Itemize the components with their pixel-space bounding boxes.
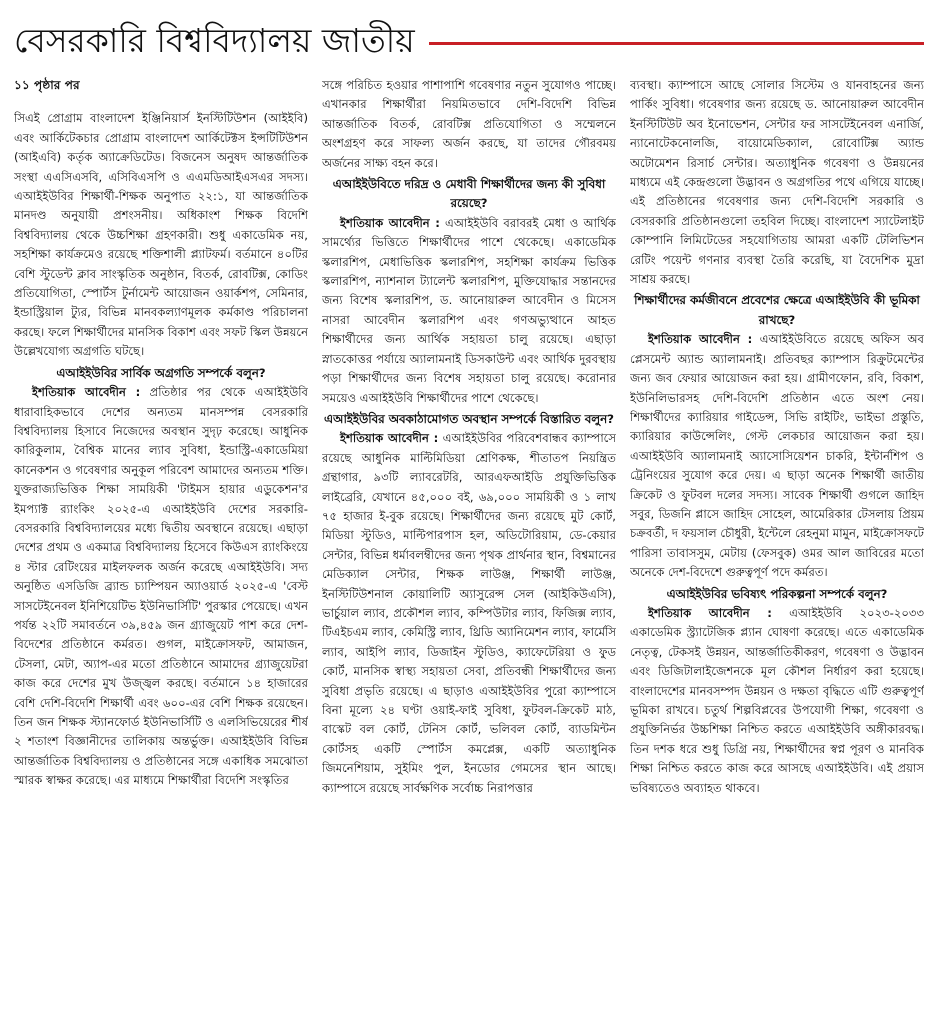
answer-text: প্রতিষ্ঠার পর থেকে এআইইউবি ধারাবাহিকভাবে দেশের অন্যতম মানসম্পন্ন বেসরকারি বিশ্ববিদ্যালয় হিসাবে নিজেদের অবস্থান সুদৃঢ় করেছে। আধুনিক কারিকুলাম, বৈশ্বিক মানের ল্যাব সুবিধা, ইন্ডাস্ট্রি-একাডেমিয়া কানেকশন ও গবেষণার অনুকূল পরিবেশ আমাদের অন্যতম শক্তি। যুক্তরাজ্যভিত্তিক শিক্ষা সাময়িকী 'টাইমস হায়ার এডুকেশন'র ইমপ্যাক্ট র‍্যাংকিং ২০২৫-এ এআইইউবি দেশের সরকারি-বেসরকারি বিশ্ববিদ্যালয়ের মধ্যে দ্বিতীয় অবস্থানে রয়েছে। এছাড়া দেশের প্রথম ও একমাত্র বিশ্ববিদ্যালয় হিসেবে কিউএস র‍্যাংকিংয়ে ৪ স্টার রেটিংয়ের মাইলফলক অর্জন করেছে এআইইউবি। সদ্য অনুষ্ঠিত এসডিজি ব্র্যান্ড চ্যাম্পিয়ন অ্যাওয়ার্ড ২০২৫-এ 'বেস্ট সাসটেইনেবল ইনিশিয়েটিভ ইউনিভার্সিটি' পুরস্কার পেয়েছে। এখন পর্যন্ত ২২টি সমাবর্তনে ৩৯,৪৫৯ জন গ্র্যাজুয়েট পাশ করে দেশ-বিদেশের প্রতিষ্ঠানে কর্মরত। গুগল, মাইক্রোসফট, আমাজন, টেসলা, মেটা, অ্যাপ-এর মতো প্রতিষ্ঠানে আমাদের গ্র্যাজুয়েটরা কাজ করে দেশের মুখ উজ্জ্বল করছে। বর্তমানে ১৪ হাজারের বেশি দেশি-বিদেশি শিক্ষার্থী এবং ৬০০-এর বেশি শিক্ষক রয়েছেন। তিন জন শিক্ষক স্ট্যানফোর্ড ইউনিভার্সিটি ও এলসিভিয়েরের শীর্ষ ২ শতাংশ বিজ্ঞানীদের তালিকায় অন্তর্ভুক্ত। এআইইউবি বিভিন্ন আন্তর্জাতিক বিশ্ববিদ্যালয় ও প্রতিষ্ঠানের সঙ্গে একাধিক সমঝোতা স্মারক স্বাক্ষর করেছে। এর মাধ্যমে শিক্ষার্থীরা বিদেশি সংস্কৃতির [14, 385, 308, 788]
answer-text: এআইইউবি বরাবরই মেধা ও আর্থিক সামর্থ্যের ভিত্তিতে শিক্ষার্থীদের পাশে থেকেছে। একাডেমিক স্কলারশিপ, মেধাভিত্তিক স্কলারশিপ, সহশিক্ষা কার্যক্রম ভিত্তিক স্কলারশিপ, ন্যাশনাল ট্যালেন্ট স্কলারশিপ, মুক্তিযোদ্ধার সন্তানদের জন্য বিশেষ স্কলারশিপ, ড. আনোয়ারুল আবেদীন ও মিসেস নাসরা আবেদীন স্কলারশিপ এবং গণঅভ্যুত্থানে আহত শিক্ষার্থীদের জন্য আর্থিক সহায়তা চালু রয়েছে। এছাড়া স্নাতকোত্তর পর্যায়ে অ্যালামনাই ডিসকাউন্ট এবং আর্থিক দুরবস্থায় পড়া শিক্ষার্থীদের জন্য বিশেষ সহায়তা চালু রয়েছে। করোনার সময়েও এআইইউবি শিক্ষার্থীদের পাশে থেকেছে। [322, 215, 616, 405]
answer-speaker: ইশতিয়াক আবেদীন : [648, 605, 772, 620]
col1-question-1: এআইইউবির সার্বিক অগ্রগতি সম্পর্কে বলুন? [56, 365, 266, 380]
col2-answer-1 [322, 214, 616, 408]
col3-question-2: এআইইউবির ভবিষ্যৎ পরিকল্পনা সম্পর্কে বলুন? [666, 586, 888, 601]
answer-text: এআইইউবিতে রয়েছে অফিস অব প্লেসমেন্ট অ্যান্ড অ্যালামনাই। প্রতিবছর ক্যাম্পাস রিক্রুটমেন্টের জন্য জব ফেয়ার আয়োজন করা হয়। গ্রামীণফোন, রবি, বিকাশ, ইউনিলিভারসহ দেশি-বিদেশি প্রতিষ্ঠান এতে অংশ নেয়। শিক্ষার্থীদের ক্যারিয়ার গাইডেন্স, সিভি রাইটিং, ভাইভা প্রস্তুতি, ক্যারিয়ার কাউন্সেলিং, গেস্ট লেকচার আয়োজন করা হয়। এআইইউবি অ্যালামনাই অ্যাসোসিয়েশন চাকরি, ইন্টার্নশিপ ও ট্রেনিংয়ের সুযোগ করে দেয়। এ ছাড়া অনেক শিক্ষার্থী জাতীয় ক্রিকেট ও ফুটবল দলের সদস্য। সাবেক শিক্ষার্থী গুগলে জাহিদ সবুর, ডিজনি প্লাসে জাহিদ সোহেল, আমেরিকার টেসলায় প্রিয়ম চক্রবর্তী, দ ফয়সাল চৌধুরী, ইন্টেলে রেহনুমা মামুন, মাইক্রোসফটে পারিসা তাবাসসুম, মেটায় (ফেসবুক) ওমর আল জাবিরের মতো অনেকে দেশ-বিদেশে গুরুত্বপূর্ণ পদে কর্মরত। [630, 332, 924, 580]
col2-question-2: এআইইউবির অবকাঠামোগত অবস্থান সম্পর্কে বিস্তারিত বলুন? [324, 411, 614, 426]
col3-question-1: শিক্ষার্থীদের কর্মজীবনে প্রবেশের ক্ষেত্রে এআইইউবি কী ভূমিকা রাখছে? [634, 293, 920, 327]
article-columns [14, 76, 924, 1006]
column-1 [14, 76, 308, 1006]
col3-paragraph-1: ব্যবস্থা। ক্যাম্পাসে আছে সোলার সিস্টেম ও যানবাহনের জন্য পার্কিং সুবিধা। গবেষণার জন্য রয়েছে ড. আনোয়ারুল আবেদীন ইনস্টিটিউট অব ইনোভেশন, সেন্টার ফর সাসটেইনেবল এনার্জি, ন্যানোটেকনোলজি, বায়োমেডিক্যাল, রোবোটিক্স অ্যান্ড অটোমেশন রিসার্চ সেন্টার। অত্যাধুনিক গবেষণা ও উন্নয়নের মাধ্যমে এই কেন্দ্রগুলো উদ্ভাবন ও অগ্রগতির পথে এগিয়ে যাচ্ছে। এই প্রতিষ্ঠানের গবেষণার জন্য দেশি-বিদেশি সরকারি ও বেসরকারি প্রতিষ্ঠানগুলো তহবিল দিচ্ছে। বাংলাদেশ স্যাটেলাইট কোম্পানি লিমিটেডের সহযোগিতায় আমরা একটি টেলিভিশন রেটিং পয়েন্ট গণনার ব্যবস্থা তৈরি করেছি, যা বৈদেশিক মুদ্রা সাশ্রয় করছে। [630, 78, 924, 287]
answer-speaker: ইশতিয়াক আবেদীন : [648, 332, 753, 347]
headline: বেসরকারি বিশ্ববিদ্যালয় জাতীয় [14, 21, 415, 60]
col2-question-1: এআইইউবিতে দরিদ্র ও মেধাবী শিক্ষার্থীদের জন্য কী সুবিধা রয়েছে? [332, 177, 606, 211]
col3-answer-2 [630, 604, 924, 798]
column-2 [322, 76, 616, 1006]
answer-speaker: ইশতিয়াক আবেদীন : [340, 431, 439, 446]
headline-rule [429, 42, 924, 45]
col2-answer-2 [322, 429, 616, 798]
header [14, 12, 924, 70]
col2-paragraph-1: সঙ্গে পরিচিত হওয়ার পাশাপাশি গবেষণার নতুন সুযোগও পাচ্ছে। এখানকার শিক্ষার্থীরা নিয়মিতভাবে দেশি-বিদেশি বিভিন্ন আন্তর্জাতিক বিতর্ক, রোবটিক্স প্রতিযোগিতা ও সম্মেলনে অংশগ্রহণ করে সাফল্য অর্জন করছে, যা তাদের গৌরবময় অর্জনের সাক্ষ্য বহন করে। [322, 78, 616, 170]
continued-from-page: ১১ পৃষ্ঠার পর [14, 78, 80, 92]
col1-answer-1 [14, 383, 308, 791]
answer-text: এআইইউবির পরিবেশবান্ধব ক্যাম্পাসে রয়েছে আধুনিক মাল্টিমিডিয়া শ্রেণিকক্ষ, শীতাতপ নিয়ন্ত্রিত গ্রন্থাগার, ৯৩টি ল্যাবরেটরি, আরএফআইডি প্রযুক্তিভিত্তিক লাইব্রেরি, যেখানে ৪৫,০০০ বই, ৬৯,০০০ সাময়িকী ও ১ লাখ ৭৫ হাজার ই-বুক রয়েছে। শিক্ষার্থীদের জন্য রয়েছে মুট কোর্ট, মিডিয়া স্টুডিও, মাল্টিপারপাস হল, অডিটোরিয়াম, ডে-কেয়ার সেন্টার, বিভিন্ন ধর্মাবলম্বীদের জন্য পৃথক প্রার্থনার স্থান, বিশ্বমানের মেডিক্যাল সেন্টার, শিক্ষক লাউঞ্জ, শিক্ষার্থী লাউঞ্জ, ইনস্টিটিউশনাল কোয়ালিটি অ্যাসুরেন্স সেল (আইকিউএসি), ভার্চুয়াল ল্যাব, প্রকৌশল ল্যাব, কম্পিউটার ল্যাব, ফিজিক্স ল্যাব, টিএইচএম ল্যাব, কেমিস্ট্রি ল্যাব, থ্রিডি অ্যানিমেশন ল্যাব, ফার্মেসি ল্যাব, আইপি ল্যাব, ডিজাইন স্টুডিও, ক্যাফেটেরিয়া ও ফুড কোর্ট, মানসিক স্বাস্থ্য সহায়তা সেবা, প্রতিবন্ধী শিক্ষার্থীদের জন্য সুবিধা প্রভৃতি রয়েছে। এ ছাড়াও এআইইউবির পুরো ক্যাম্পাসে বিনা মূল্যে ২৪ ঘণ্টা ওয়াই-ফাই সুবিধা, ফুটবল-ক্রিকেট মাঠ, বাস্কেট বল কোর্ট, টেনিস কোর্ট, ভলিবল কোর্ট, ব্যাডমিন্টন কোর্টসহ একটি স্পোর্টস কমপ্লেক্স, একটি অত্যাধুনিক জিমনেশিয়াম, সুইমিং পুল, ইনডোর গেমসের স্থান আছে। ক্যাম্পাসে রয়েছে সার্বক্ষণিক সর্বোচ্চ নিরাপত্তার [322, 431, 616, 795]
answer-text: এআইইউবি ২০২৩-২০৩৩ একাডেমিক স্ট্র্যাটেজিক প্ল্যান ঘোষণা করেছে। এতে একাডেমিক নেতৃত্ব, টেকসই উন্নয়ন, আন্তর্জাতিকীকরণ, গবেষণা ও উদ্ভাবন এবং ডিজিটালাইজেশনকে মূল কৌশল নির্ধারণ করা হয়েছে। বাংলাদেশের মানবসম্পদ উন্নয়ন ও দক্ষতা বৃদ্ধিতে এটি গুরুত্বপূর্ণ ভূমিকা রাখবে। চতুর্থ শিল্পবিপ্লবের উপযোগী শিক্ষা, গবেষণা ও প্রযুক্তিনির্ভর উচ্চশিক্ষা নিশ্চিত করতে এআইইউবি অঙ্গীকারবদ্ধ। তিন দশক ধরে শুধু ডিগ্রি নয়, শিক্ষার্থীদের স্বপ্ন পূরণ ও মানবিক শিক্ষা নিশ্চিত করতে কাজ করে আসছে এআইইউবি। এই প্রয়াস ভবিষ্যতেও অব্যাহত থাকবে। [630, 605, 924, 795]
col3-answer-1 [630, 330, 924, 582]
column-3 [630, 76, 924, 1006]
answer-speaker: ইশতিয়াক আবেদীন : [340, 215, 440, 230]
answer-speaker: ইশতিয়াক আবেদীন : [32, 385, 141, 400]
col1-paragraph-1: সিএই প্রোগ্রাম বাংলাদেশ ইঞ্জিনিয়ার্স ইনস্টিটিউশন (আইইবি) এবং আর্কিটেকচার প্রোগ্রাম বাংলাদেশ আর্কিটেক্টস ইন্সটিটিউশন (আইএবি) কর্তৃক অ্যাক্রেডিটেড। বিজনেস অনুষদ আন্তর্জাতিক সংস্থা এএসিএসবি, এসিবিএসপি ও এএমডিআইএসএর সদস্য। এআইইউবির শিক্ষার্থী-শিক্ষক অনুপাত ২২:১, যা আন্তর্জাতিক মানদণ্ড অনুযায়ী প্রশংসনীয়। অধিকাংশ শিক্ষক বিদেশি বিশ্ববিদ্যালয় থেকে উচ্চশিক্ষা গ্রহণকারী। শুধু একাডেমিক নয়, সহশিক্ষা কার্যক্রমেও রয়েছে শক্তিশালী প্ল্যাটফর্ম। বর্তমানে ৪০টির বেশি স্টুডেন্ট ক্লাব সাংস্কৃতিক অনুষ্ঠান, বিতর্ক, রোবটিক্স, কোডিং প্রতিযোগিতা, স্পোর্টস টুর্নামেন্ট আয়োজন ওয়ার্কশপ, সেমিনার, ইন্ডাস্ট্রিয়াল ট্যুর, বিভিন্ন মানবকল্যাণমূলক কর্মকাণ্ড পরিচালনা করছে। ফলে শিক্ষার্থীদের মানসিক বিকাশ এবং সফট স্কিল উন্নয়নে উল্লেখযোগ্য অগ্রগতি ঘটছে। [14, 111, 308, 359]
